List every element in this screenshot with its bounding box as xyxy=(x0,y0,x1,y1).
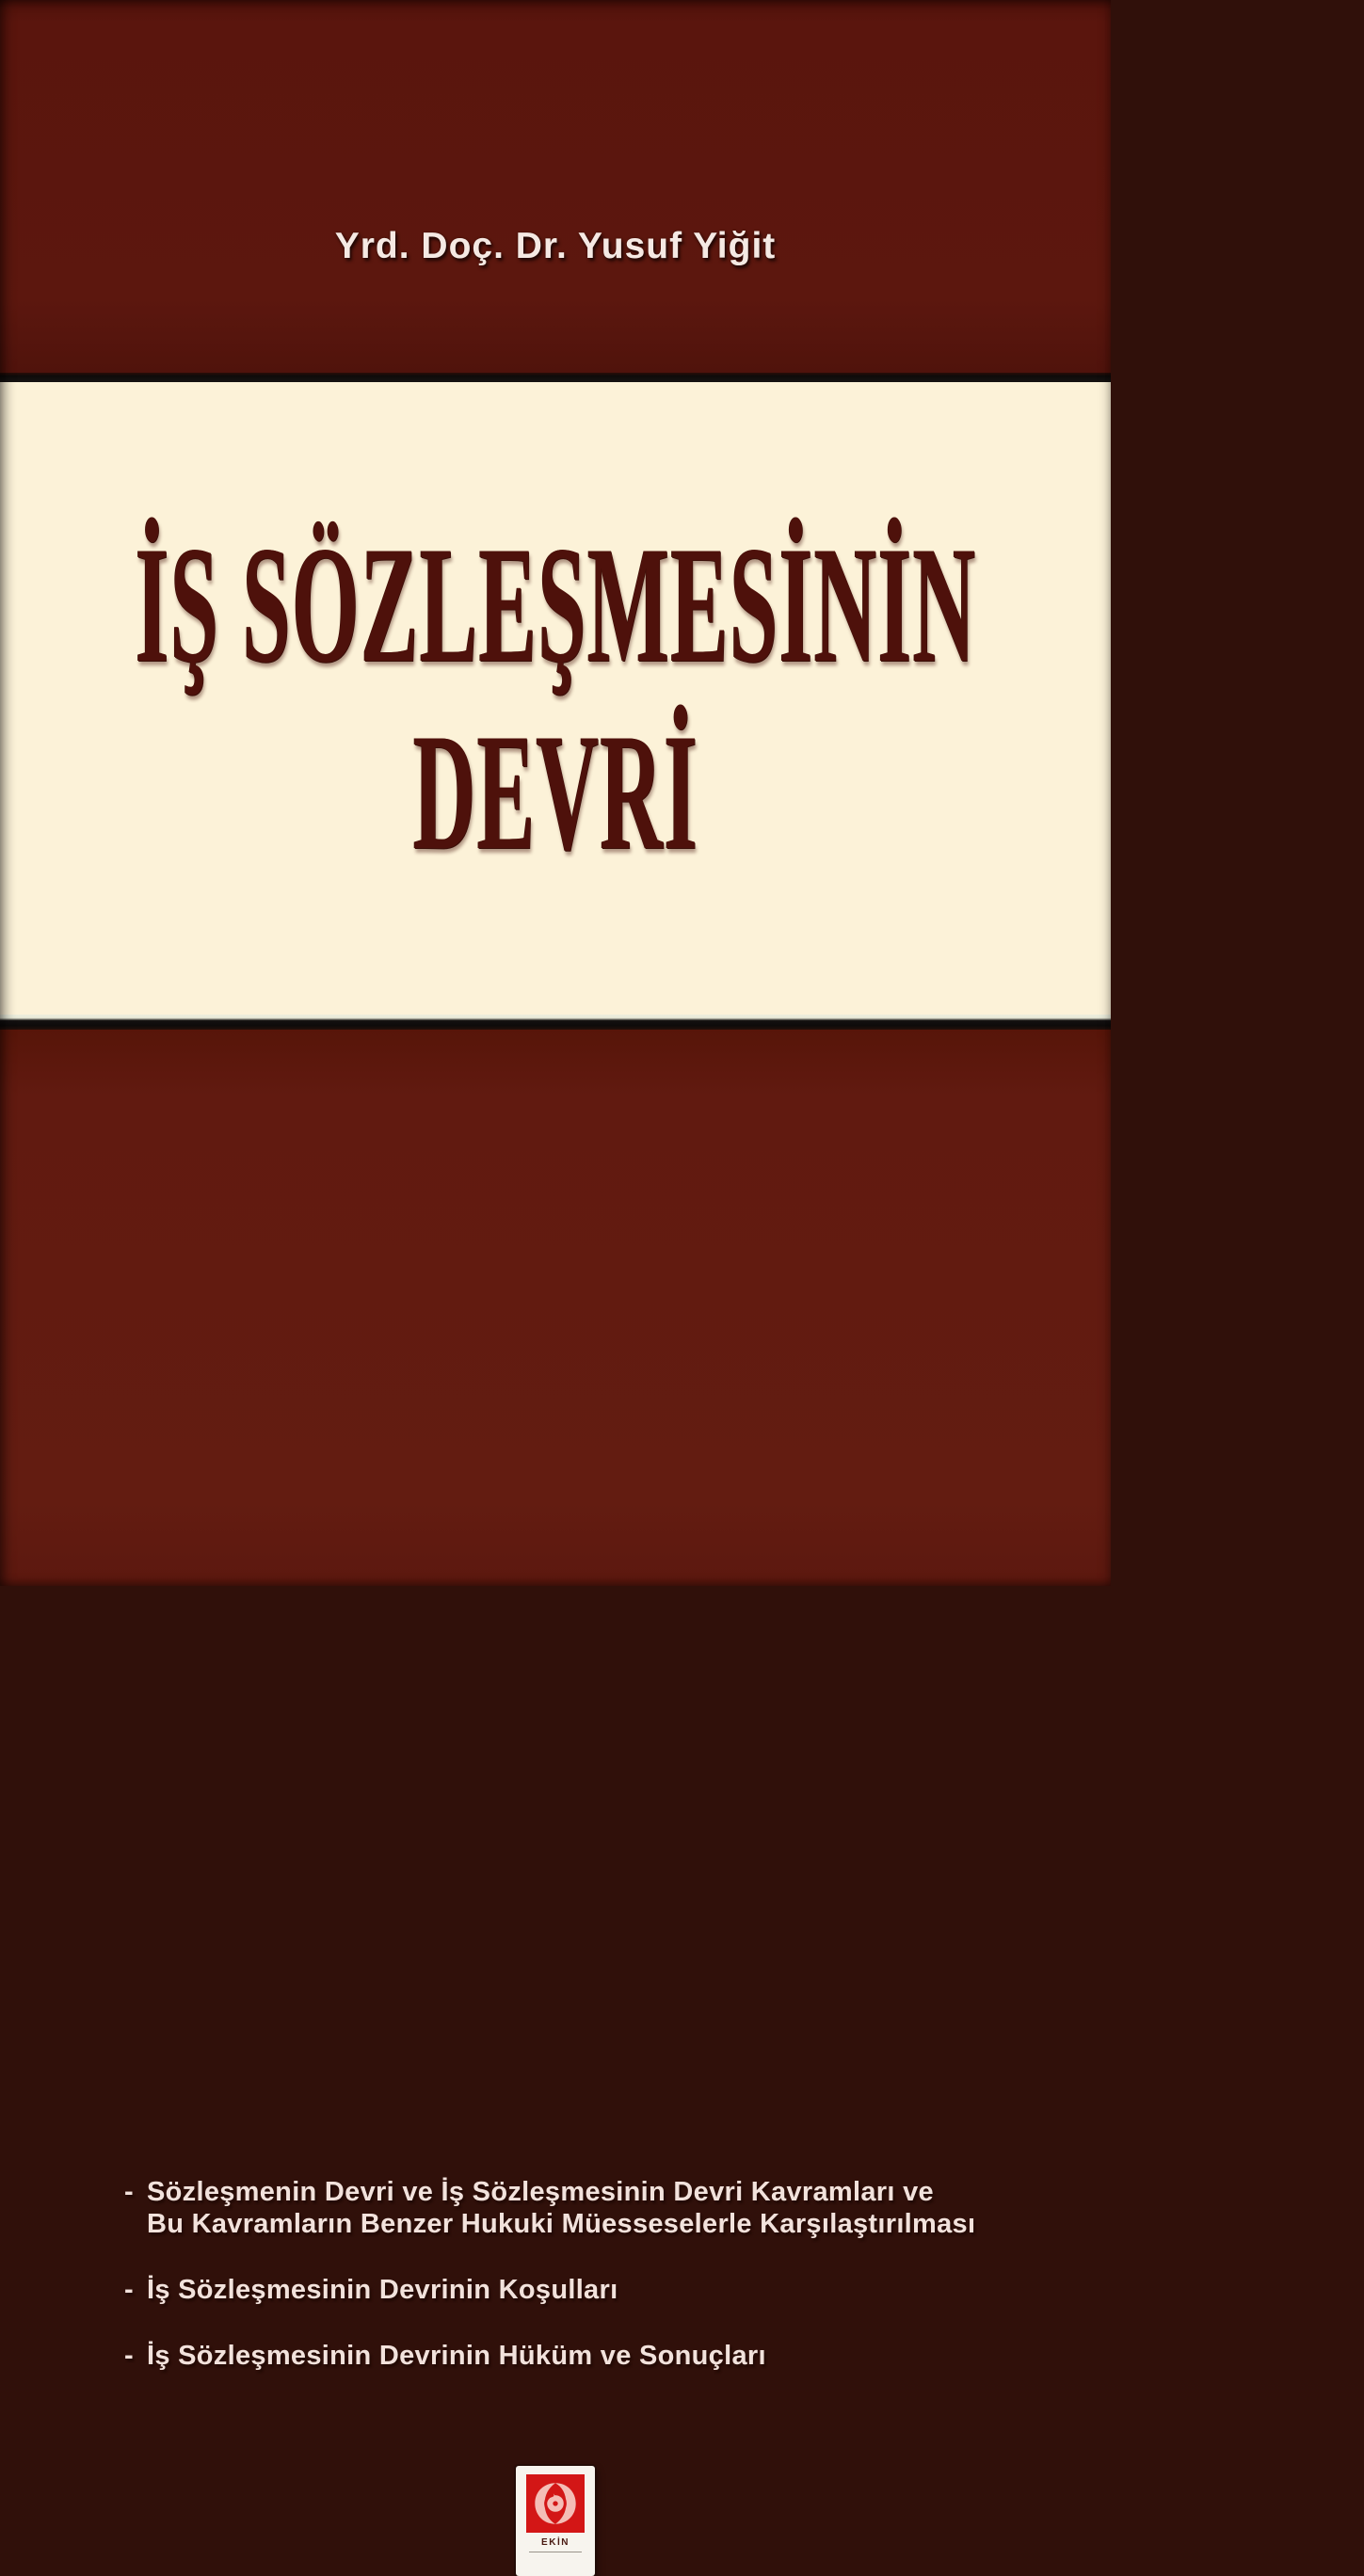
publisher-logo xyxy=(516,2466,595,2576)
ekin-swirl-icon xyxy=(526,2474,585,2533)
topic-line: İş Sözleşmesinin Devrinin Koşulları xyxy=(147,2275,618,2305)
topic-list xyxy=(124,2176,1056,2406)
bullet-marker: - xyxy=(124,2341,134,2371)
topic-line: İş Sözleşmesinin Devrinin Hüküm ve Sonuçları xyxy=(147,2341,766,2371)
separator-bottom xyxy=(0,1015,1111,1030)
top-section xyxy=(0,0,1111,373)
title-section xyxy=(0,382,1111,1015)
book-title xyxy=(0,511,1364,887)
publisher-name: EKİN xyxy=(541,2537,570,2548)
topic-item xyxy=(124,2274,1056,2306)
separator-top xyxy=(0,373,1111,382)
topic-line: Bu Kavramların Benzer Hukuki Müesseselerle Karşılaştırılması xyxy=(147,2209,976,2239)
title-line-2: DEVRİ xyxy=(412,698,698,885)
topic-text xyxy=(147,2176,975,2240)
topic-text xyxy=(147,2340,766,2372)
bottom-section xyxy=(0,1030,1111,2548)
author-name: Yrd. Doç. Dr. Yusuf Yiğit xyxy=(334,226,777,266)
topic-item xyxy=(124,2176,1056,2240)
bullet-marker: - xyxy=(124,2275,134,2305)
topic-line: Sözleşmenin Devri ve İş Sözleşmesinin Devri Kavramları ve xyxy=(147,2177,934,2207)
topic-item xyxy=(124,2340,1056,2372)
title-line-1: İŞ SÖZLEŞMESİNİN xyxy=(135,510,976,697)
topic-text xyxy=(147,2274,618,2306)
bullet-marker: - xyxy=(124,2177,134,2207)
